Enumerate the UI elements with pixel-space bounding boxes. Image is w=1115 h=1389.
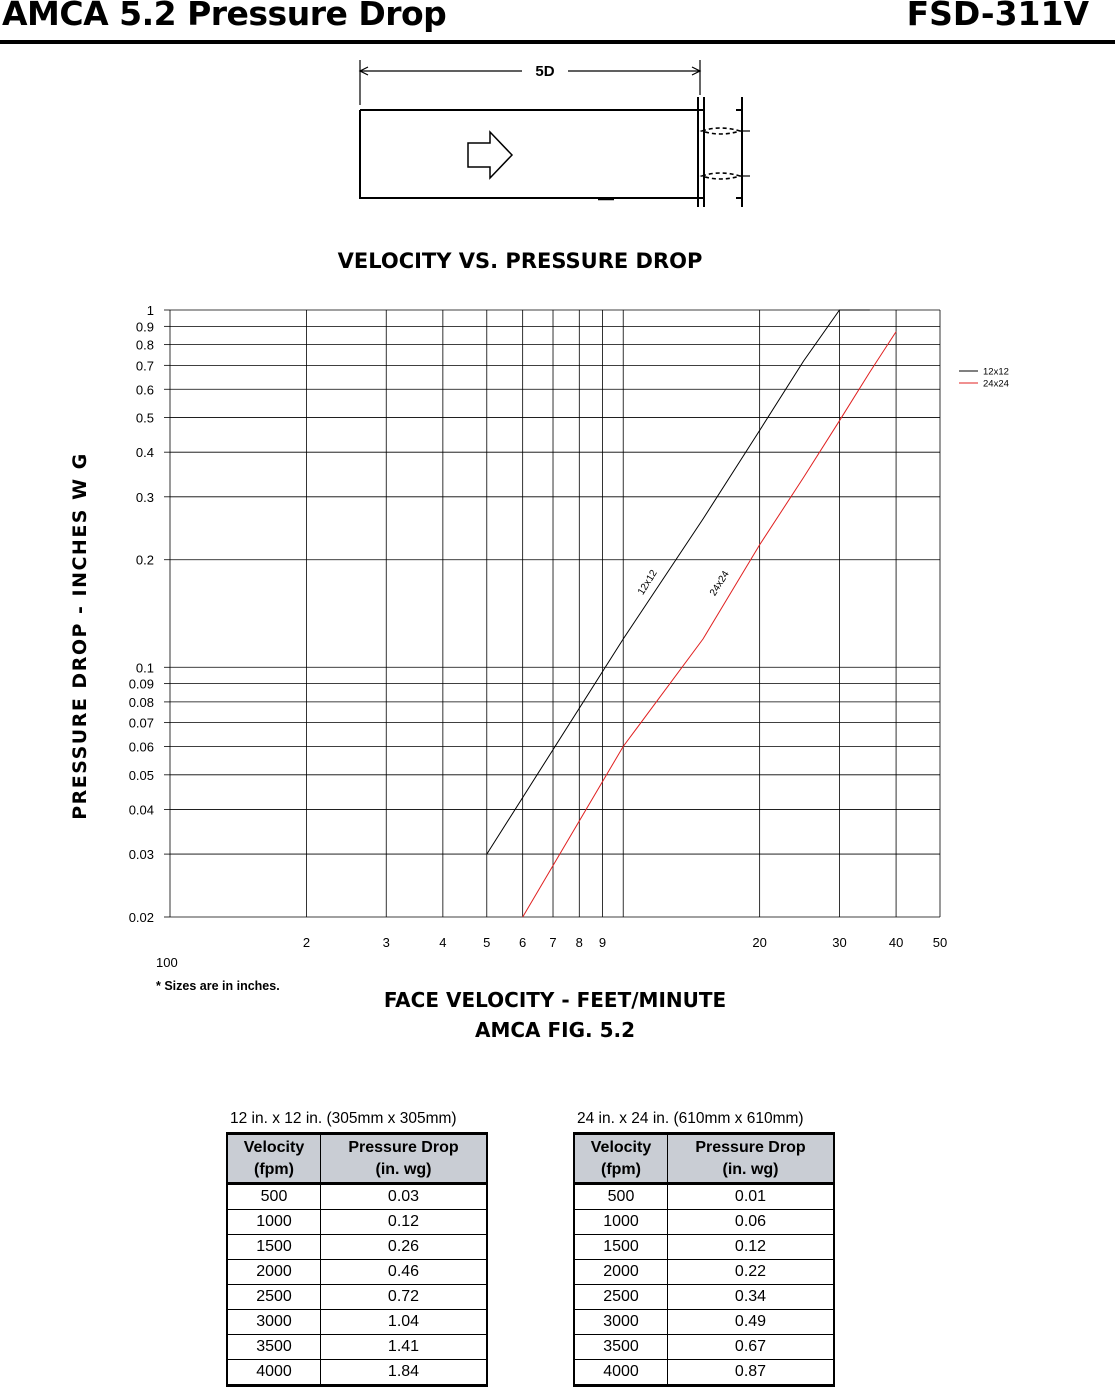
- y-tick-label: 0.08: [128, 694, 154, 710]
- duct-body: [360, 110, 698, 198]
- table-row: [227, 1310, 487, 1335]
- series-tag: 24x24: [707, 569, 732, 599]
- sizes-note: * Sizes are in inches.: [156, 979, 280, 993]
- y-tick-label: 0.1: [135, 660, 154, 676]
- x-tick-label: 40: [888, 935, 904, 950]
- y-tick-label: 0.3: [135, 489, 154, 505]
- table-row: [574, 1260, 834, 1285]
- legend-entry: 12x12: [983, 366, 1009, 378]
- chart-legend: [959, 367, 1009, 390]
- table-row: [574, 1235, 834, 1260]
- table-row: [227, 1235, 487, 1260]
- table-24x24: [573, 1132, 835, 1387]
- velocity-cell: 3500: [574, 1335, 668, 1360]
- pressure-drop-cell: 0.12: [321, 1210, 488, 1235]
- y-tick-label: 0.06: [128, 739, 154, 755]
- table-24x24-caption: 24 in. x 24 in. (610mm x 610mm): [577, 1110, 804, 1127]
- y-tick-label: 0.09: [128, 676, 154, 692]
- pressure-drop-cell: 0.26: [321, 1235, 488, 1260]
- velocity-cell: 1500: [227, 1235, 321, 1260]
- x-tick-label: 2: [302, 935, 311, 950]
- x-axis-origin-label: 100: [156, 955, 178, 970]
- y-tick-label: 0.8: [135, 337, 154, 353]
- table-row: [574, 1210, 834, 1235]
- pressure-drop-cell: 0.01: [668, 1184, 835, 1210]
- velocity-cell: 2500: [227, 1285, 321, 1310]
- velocity-cell: 1000: [227, 1210, 321, 1235]
- dimension-label: 5D: [535, 63, 555, 80]
- velocity-cell: 500: [574, 1184, 668, 1210]
- x-tick-label: 3: [382, 935, 390, 950]
- damper-flange: [736, 97, 742, 207]
- velocity-cell: 4000: [227, 1360, 321, 1386]
- pressure-drop-cell: 0.34: [668, 1285, 835, 1310]
- table-12x12-caption: 12 in. x 12 in. (305mm x 305mm): [230, 1110, 457, 1127]
- table-row: [574, 1285, 834, 1310]
- x-tick-label: 6: [519, 935, 527, 950]
- pressure-drop-cell: 0.72: [321, 1285, 488, 1310]
- pressure-drop-cell: 1.04: [321, 1310, 488, 1335]
- x-tick-label: 8: [575, 935, 583, 950]
- y-tick-label: 0.07: [128, 715, 154, 731]
- header-rule: [0, 40, 1115, 44]
- pressure-drop-cell: 0.22: [668, 1260, 835, 1285]
- pressure-drop-chart: [0, 290, 1115, 950]
- y-tick-label: 0.03: [128, 847, 154, 863]
- velocity-cell: 3500: [227, 1335, 321, 1360]
- y-tick-label: 0.5: [135, 410, 154, 426]
- x-tick-label: 7: [549, 935, 557, 950]
- table-row: [227, 1210, 487, 1235]
- y-tick-label: 0.04: [128, 802, 154, 818]
- velocity-cell: 4000: [574, 1360, 668, 1386]
- pressure-drop-cell: 0.49: [668, 1310, 835, 1335]
- x-tick-label: 4: [439, 935, 447, 950]
- pressure-drop-cell: 0.87: [668, 1360, 835, 1386]
- velocity-cell: 500: [227, 1184, 321, 1210]
- y-tick-label: 0.7: [135, 358, 154, 374]
- velocity-cell: 1000: [574, 1210, 668, 1235]
- table-12x12: [226, 1132, 488, 1387]
- y-tick-label: 0.05: [128, 767, 154, 783]
- velocity-cell: 1500: [574, 1235, 668, 1260]
- y-axis-ticks: [129, 303, 154, 925]
- table-row: [574, 1360, 834, 1386]
- x-tick-label: 20: [752, 935, 767, 950]
- series-tag: 12x12: [635, 568, 660, 598]
- x-tick-label: 9: [598, 935, 607, 950]
- table-row: [574, 1310, 834, 1335]
- duct-flange: [698, 97, 704, 207]
- velocity-cell: 2500: [574, 1285, 668, 1310]
- y-tick-label: 1: [146, 303, 154, 318]
- velocity-cell: 2000: [574, 1260, 668, 1285]
- pressure-drop-cell: 0.46: [321, 1260, 488, 1285]
- column-header-velocity: Velocity (fpm): [227, 1134, 321, 1184]
- table-row: [227, 1260, 487, 1285]
- x-tick-label: 30: [832, 935, 847, 950]
- pressure-drop-cell: 1.41: [321, 1335, 488, 1360]
- velocity-cell: 3000: [227, 1310, 321, 1335]
- pressure-drop-cell: 0.06: [668, 1210, 835, 1235]
- y-axis-label: PRESSURE DROP - INCHES W G: [69, 452, 91, 820]
- table-row: [227, 1335, 487, 1360]
- pressure-drop-cell: 0.12: [668, 1235, 835, 1260]
- pressure-drop-cell: 0.03: [321, 1184, 488, 1210]
- y-tick-label: 0.2: [135, 552, 154, 568]
- damper-blade-top: [702, 128, 740, 134]
- table-row: [227, 1184, 487, 1210]
- legend-entry: 24x24: [983, 378, 1009, 390]
- column-header-pressure-drop: Pressure Drop (in. wg): [321, 1134, 488, 1184]
- series-line-24x24: [523, 332, 896, 917]
- figure-label: AMCA FIG. 5.2: [474, 1018, 635, 1042]
- column-header-velocity: Velocity (fpm): [574, 1134, 668, 1184]
- velocity-cell: 2000: [227, 1260, 321, 1285]
- table-row: [227, 1285, 487, 1310]
- chart-series: [487, 310, 896, 917]
- page-title: AMCA 5.2 Pressure Drop: [2, 0, 447, 33]
- y-tick-label: 0.9: [135, 319, 154, 335]
- y-tick-label: 0.6: [135, 382, 154, 398]
- y-tick-label: 0.4: [135, 445, 154, 461]
- x-tick-label: 50: [932, 935, 948, 950]
- x-axis-ticks: [303, 935, 947, 950]
- chart-grid: [164, 310, 940, 917]
- airflow-arrow-icon: [468, 132, 512, 178]
- table-row: [574, 1335, 834, 1360]
- table-row: [574, 1184, 834, 1210]
- pressure-drop-cell: 1.84: [321, 1360, 488, 1386]
- table-row: [227, 1360, 487, 1386]
- series-line-12x12: [487, 310, 870, 854]
- chart-title: VELOCITY VS. PRESSURE DROP: [337, 249, 703, 273]
- model-number: FSD-311V: [906, 0, 1089, 33]
- column-header-pressure-drop: Pressure Drop (in. wg): [668, 1134, 835, 1184]
- damper-blade-bottom: [702, 173, 740, 179]
- test-setup-diagram: [340, 55, 760, 215]
- pressure-drop-cell: 0.67: [668, 1335, 835, 1360]
- x-tick-label: 5: [483, 935, 491, 950]
- velocity-cell: 3000: [574, 1310, 668, 1335]
- x-axis-label: FACE VELOCITY - FEET/MINUTE: [383, 988, 727, 1012]
- y-tick-label: 0.02: [128, 910, 154, 925]
